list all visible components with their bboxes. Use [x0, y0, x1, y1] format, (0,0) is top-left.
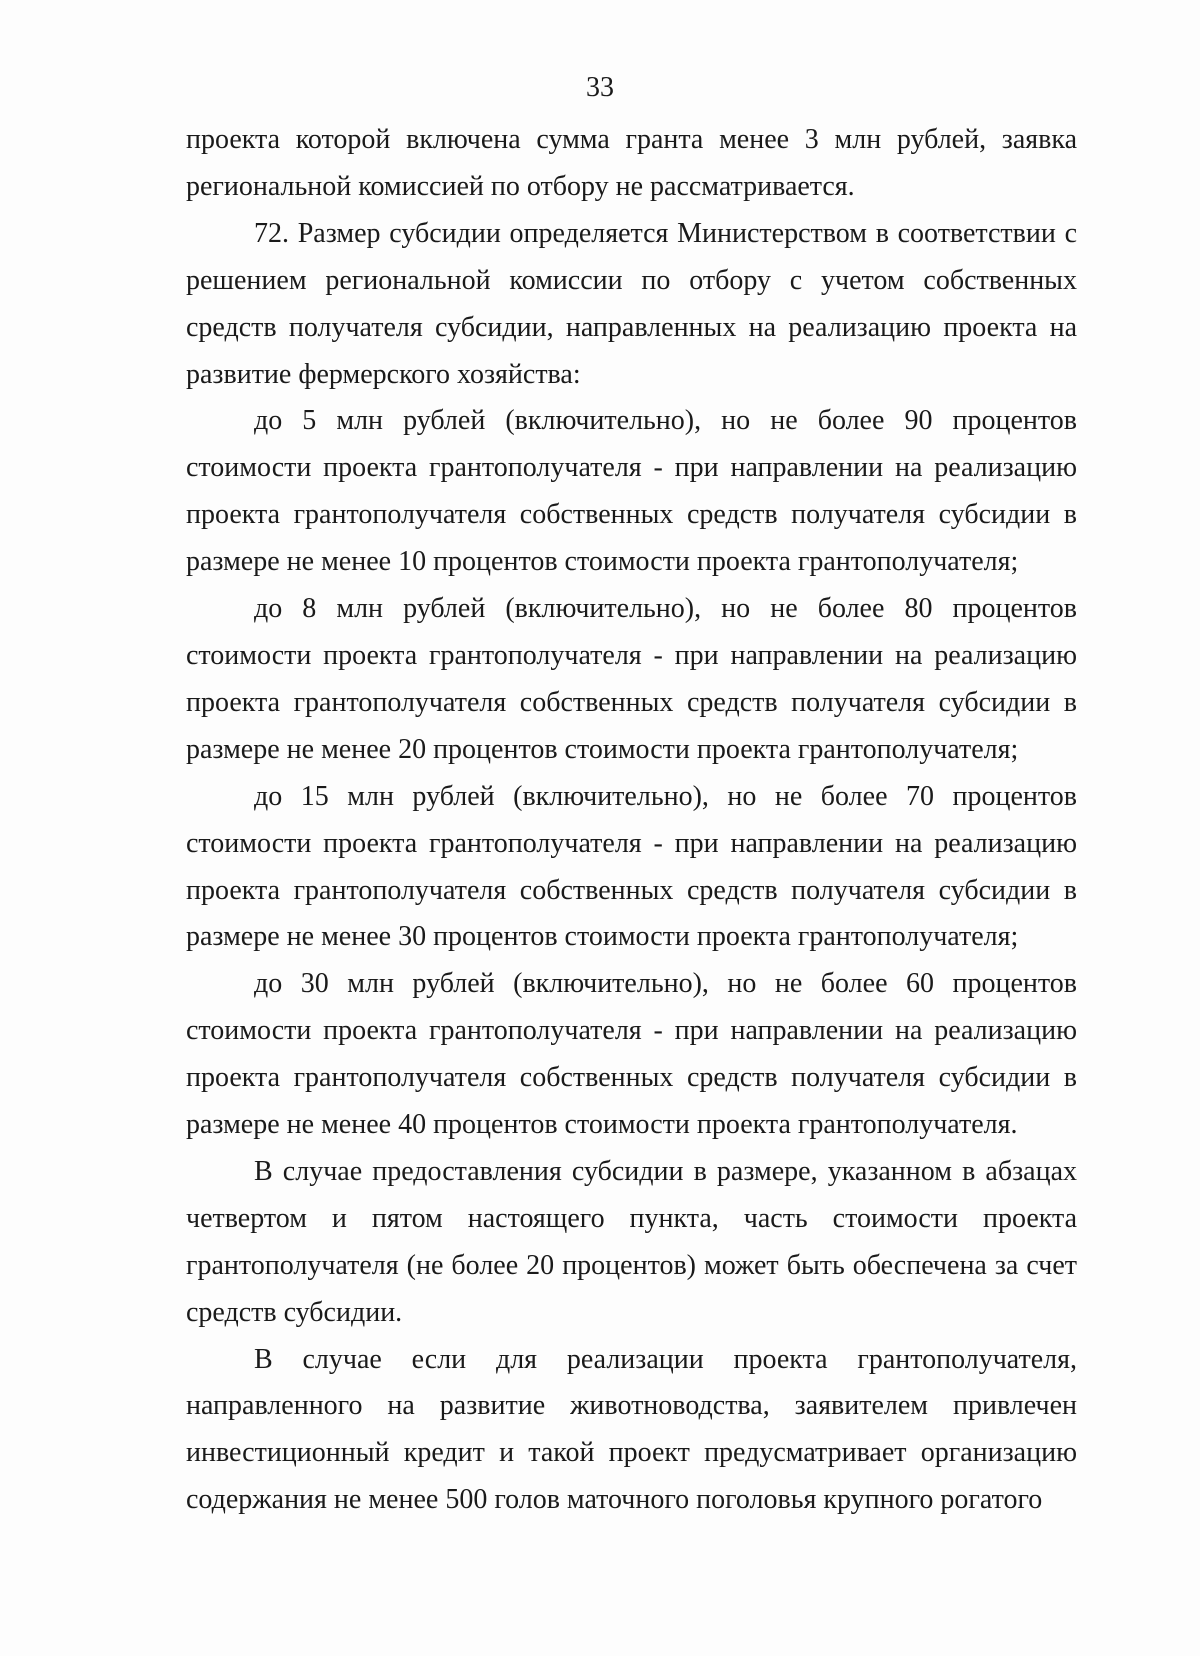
paragraph-subsidy-share: В случае предоставления субсидии в размере, указанном в абзацах четвертом и пятом настоящего пункта, часть стоимости проекта грантополучателя (не более 20 процентов) может быть обеспечена за счет средств субсидии. [186, 1155, 1077, 1328]
paragraph-tier-30mln: до 30 млн рублей (включительно), но не более 60 процентов стоимости проекта грантополучателя - при направлении на реализацию проекта грантополучателя собственных средств получателя субсидии в размере не менее 40 процентов стоимости проекта грантополучателя. [186, 968, 1077, 1141]
paragraph-tier-8mln: до 8 млн рублей (включительно), но не более 80 процентов стоимости проекта грантополучателя - при направлении на реализацию проекта грантополучателя собственных средств получателя субсидии в размере не менее 20 процентов стоимости проекта грантополучателя; [186, 593, 1077, 765]
paragraph-clause-72: 72. Размер субсидии определяется Министерством в соответствии с решением региональной комиссии по отбору с учетом собственных средств получателя субсидии, направленных на реализацию проекта на развитие фермерского хозяйства: [186, 217, 1077, 390]
paragraph-continuation: проекта которой включена сумма гранта менее 3 млн рублей, заявка региональной комиссией по отбору не рассматривается. [186, 124, 1077, 202]
paragraph-livestock-credit: В случае если для реализации проекта грантополучателя, направленного на развитие животноводства, заявителем привлечен инвестиционный кредит и такой проект предусматривает организацию содержания не менее 500 голов маточного поголовья крупного рогатого [186, 1343, 1077, 1516]
document-body [186, 117, 1077, 1524]
page-number: 33 [586, 72, 614, 103]
paragraph-tier-5mln: до 5 млн рублей (включительно), но не более 90 процентов стоимости проекта грантополучателя - при направлении на реализацию проекта грантополучателя собственных средств получателя субсидии в размере не менее 10 процентов стоимости проекта грантополучателя; [186, 405, 1077, 578]
paragraph-tier-15mln: до 15 млн рублей (включительно), но не более 70 процентов стоимости проекта грантополучателя - при направлении на реализацию проекта грантополучателя собственных средств получателя субсидии в размере не менее 30 процентов стоимости проекта грантополучателя; [186, 780, 1077, 953]
